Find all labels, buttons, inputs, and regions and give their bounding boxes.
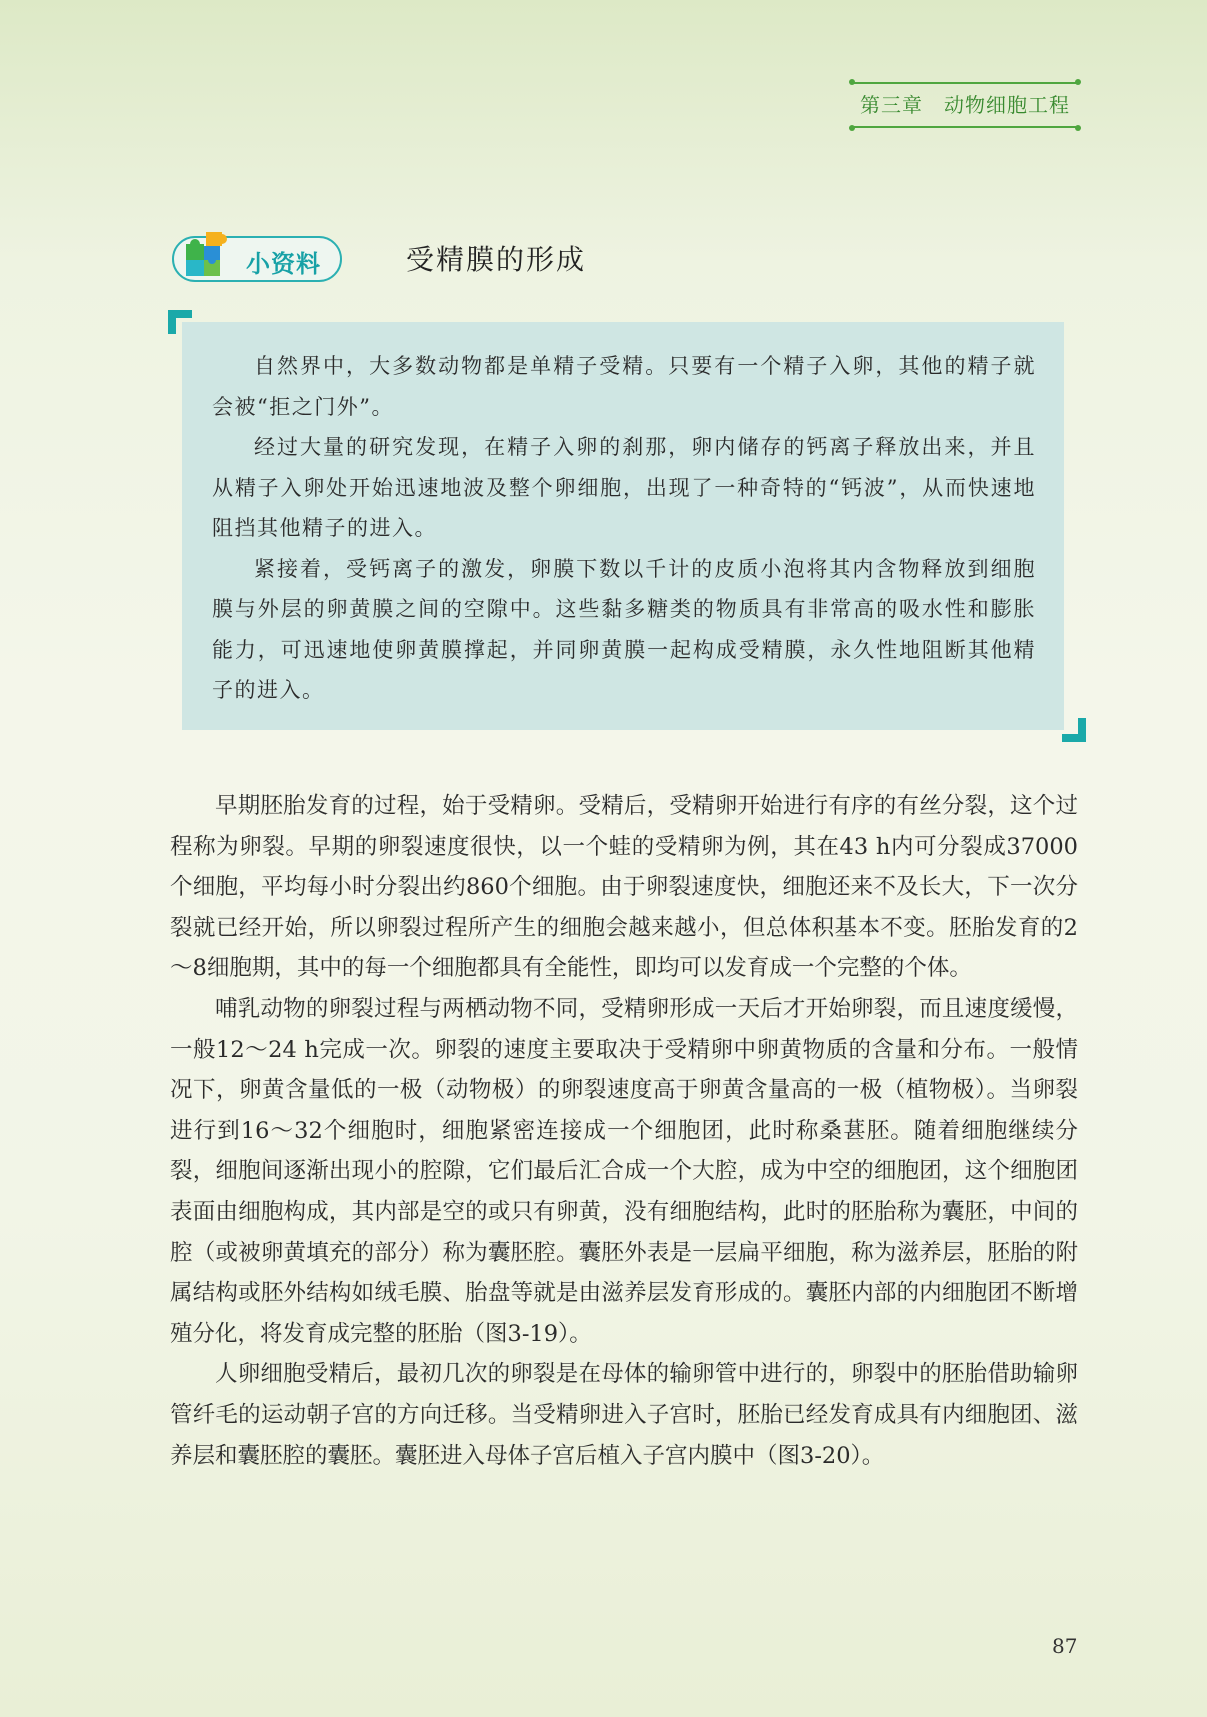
puzzle-icon <box>182 226 244 284</box>
info-badge <box>172 236 342 282</box>
body-paragraph: 哺乳动物的卵裂过程与两栖动物不同，受精卵形成一天后才开始卵裂，而且速度缓慢，一般12～24 h完成一次。卵裂的速度主要取决于受精卵中卵黄物质的含量和分布。一般情况下，卵黄含量低的一极（动物极）的卵裂速度高于卵黄含量高的一极（植物极）。当卵裂进行到16～32个细胞时，细胞紧密连接成一个细胞团，此时称桑葚胚。随着细胞继续分裂，细胞间逐渐出现小的腔隙，它们最后汇合成一个大腔，成为中空的细胞团，这个细胞团表面由细胞构成，其内部是空的或只有卵黄，没有细胞结构，此时的胚胎称为囊胚，中间的腔（或被卵黄填充的部分）称为囊胚腔。囊胚外表是一层扁平细胞，称为滋养层，胚胎的附属结构或胚外结构如绒毛膜、胎盘等就是由滋养层发育形成的。囊胚内部的内细胞团不断增殖分化，将发育成完整的胚胎（图3-19）。 <box>170 995 1078 1347</box>
chapter-header <box>852 82 1078 128</box>
page-number: 87 <box>1052 1634 1078 1658</box>
corner-ornament-bottom-right <box>1062 718 1086 742</box>
info-paragraph: 自然界中，大多数动物都是单精子受精。只要有一个精子入卵，其他的精子就会被“拒之门外”。 <box>212 354 1036 419</box>
chapter-title: 第三章 动物细胞工程 <box>860 93 1070 117</box>
info-paragraph: 经过大量的研究发现，在精子入卵的刹那，卵内储存的钙离子释放出来，并且从精子入卵处开始迅速地波及整个卵细胞，出现了一种奇特的“钙波”，从而快速地阻挡其他精子的进入。 <box>212 435 1036 540</box>
header-ornament-dot <box>1075 125 1081 131</box>
info-box <box>182 322 1064 730</box>
main-text <box>170 786 1078 1476</box>
header-ornament-dot <box>849 125 855 131</box>
body-paragraph: 早期胚胎发育的过程，始于受精卵。受精后，受精卵开始进行有序的有丝分裂，这个过程称为卵裂。早期的卵裂速度很快，以一个蛙的受精卵为例，其在43 h内可分裂成37000个细胞，平均每小时分裂出约860个细胞。由于卵裂速度快，细胞还来不及长大，下一次分裂就已经开始，所以卵裂过程所产生的细胞会越来越小，但总体积基本不变。胚胎发育的2～8细胞期，其中的每一个细胞都具有全能性，即均可以发育成一个完整的个体。 <box>170 793 1078 982</box>
badge-label: 小资料 <box>246 250 321 278</box>
info-paragraph: 紧接着，受钙离子的激发，卵膜下数以千计的皮质小泡将其内含物释放到细胞膜与外层的卵黄膜之间的空隙中。这些黏多糖类的物质具有非常高的吸水性和膨胀能力，可迅速地使卵黄膜撑起，并同卵黄膜一起构成受精膜，永久性地阻断其他精子的进入。 <box>212 556 1036 702</box>
info-title: 受精膜的形成 <box>406 243 587 276</box>
body-paragraph: 人卵细胞受精后，最初几次的卵裂是在母体的输卵管中进行的，卵裂中的胚胎借助输卵管纤毛的运动朝子宫的方向迁移。当受精卵进入子宫时，胚胎已经发育成具有内细胞团、滋养层和囊胚腔的囊胚。囊胚进入母体子宫后植入子宫内膜中（图3-20）。 <box>170 1361 1078 1469</box>
